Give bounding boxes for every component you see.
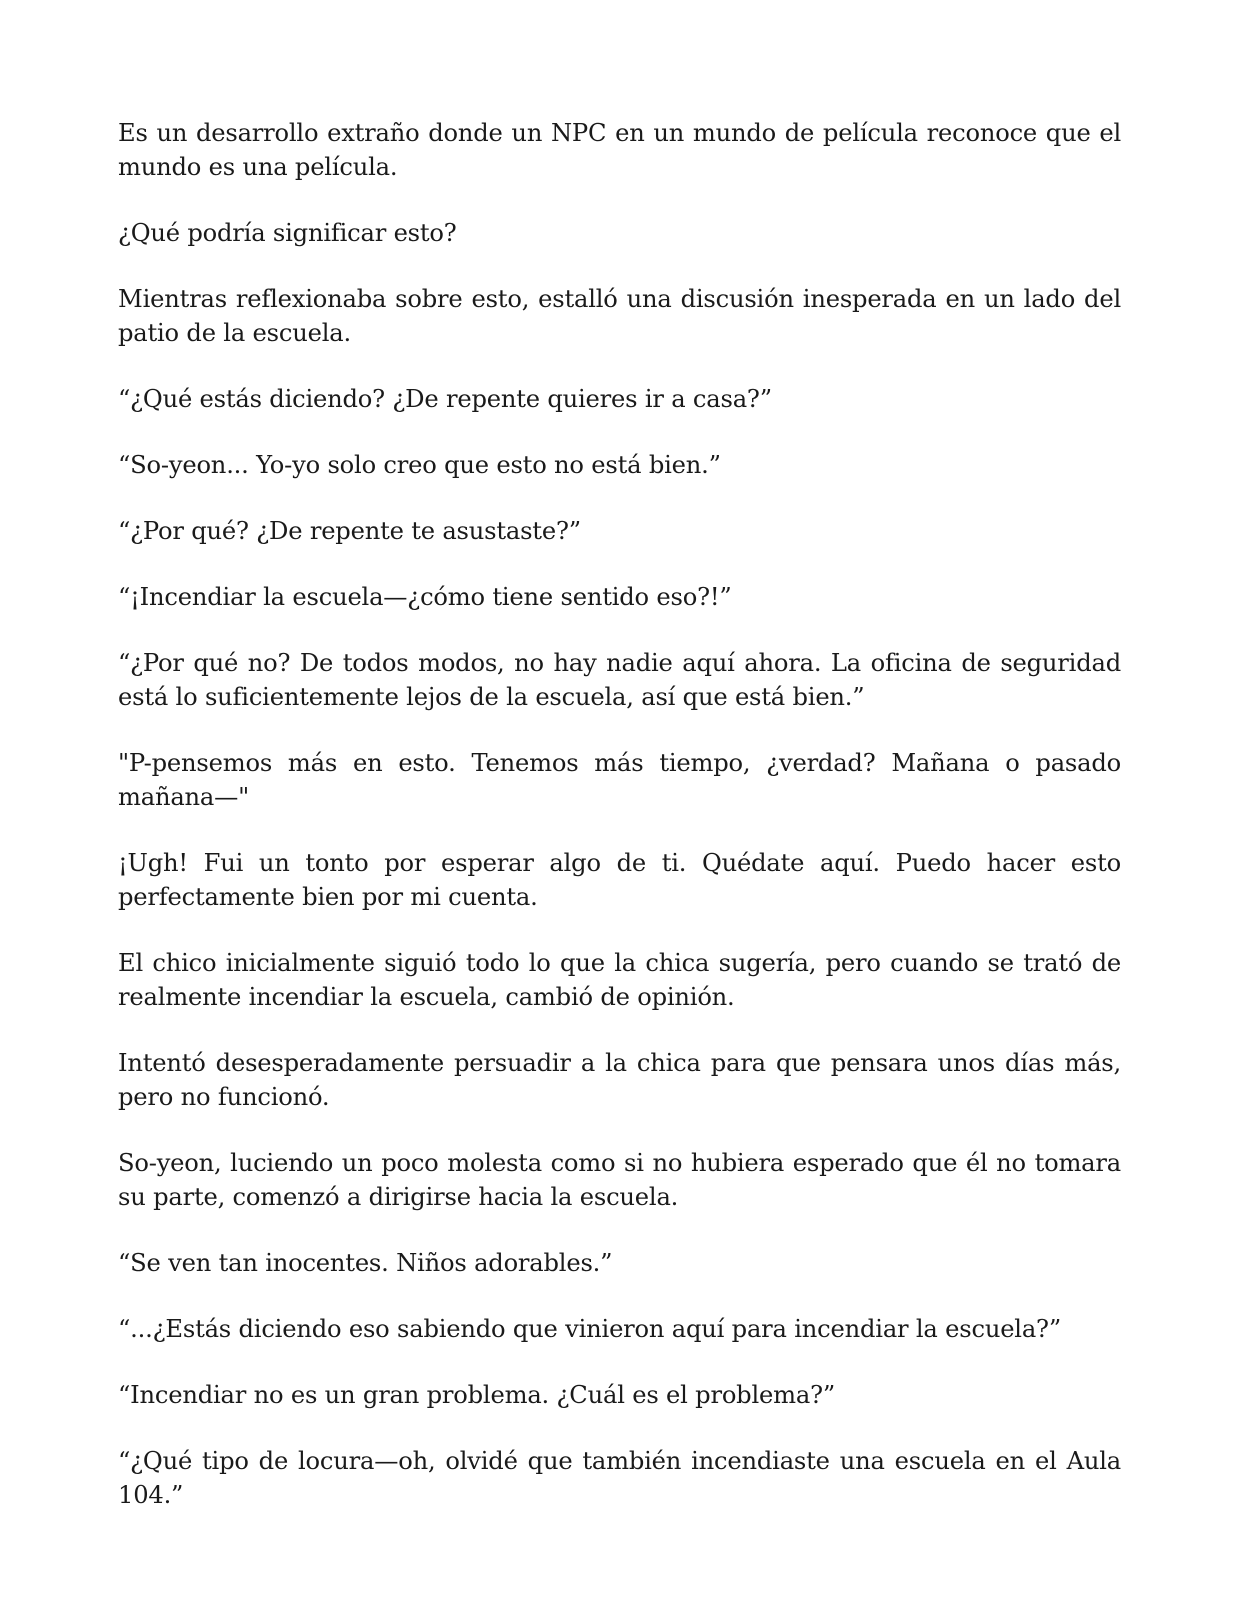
paragraph: "P-pensemos más en esto. Tenemos más tiempo, ¿verdad? Mañana o pasado mañana—" [118,749,1121,811]
paragraph: ¿Qué podría significar esto? [118,219,457,247]
paragraph: “Incendiar no es un gran problema. ¿Cuál es el problema?” [118,1381,836,1409]
paragraph: “¿Por qué? ¿De repente te asustaste?” [118,517,581,545]
paragraph: “¡Incendiar la escuela—¿cómo tiene sentido eso?!” [118,583,732,611]
document-body [118,116,1121,1512]
paragraph: “...¿Estás diciendo eso sabiendo que vinieron aquí para incendiar la escuela?” [118,1315,1061,1343]
paragraph: Es un desarrollo extraño donde un NPC en un mundo de película reconoce que el mundo es una película. [118,119,1121,181]
paragraph: So-yeon, luciendo un poco molesta como si no hubiera esperado que él no tomara su parte, comenzó a dirigirse hacia la escuela. [118,1149,1121,1211]
paragraph: “¿Qué estás diciendo? ¿De repente quieres ir a casa?” [118,385,772,413]
paragraph: El chico inicialmente siguió todo lo que la chica sugería, pero cuando se trató de realmente incendiar la escuela, cambió de opinión. [118,949,1121,1011]
paragraph: Intentó desesperadamente persuadir a la chica para que pensara unos días más, pero no funcionó. [118,1049,1121,1111]
paragraph: “So-yeon... Yo-yo solo creo que esto no está bien.” [118,451,721,479]
paragraph: “Se ven tan inocentes. Niños adorables.” [118,1249,613,1277]
paragraph: ¡Ugh! Fui un tonto por esperar algo de ti. Quédate aquí. Puedo hacer esto perfectamente bien por mi cuenta. [118,849,1121,911]
paragraph: Mientras reflexionaba sobre esto, estalló una discusión inesperada en un lado del patio de la escuela. [118,285,1121,347]
paragraph: “¿Qué tipo de locura—oh, olvidé que también incendiaste una escuela en el Aula 104.” [118,1447,1121,1509]
paragraph: “¿Por qué no? De todos modos, no hay nadie aquí ahora. La oficina de seguridad está lo suficientemente lejos de la escuela, así que está bien.” [118,649,1121,711]
